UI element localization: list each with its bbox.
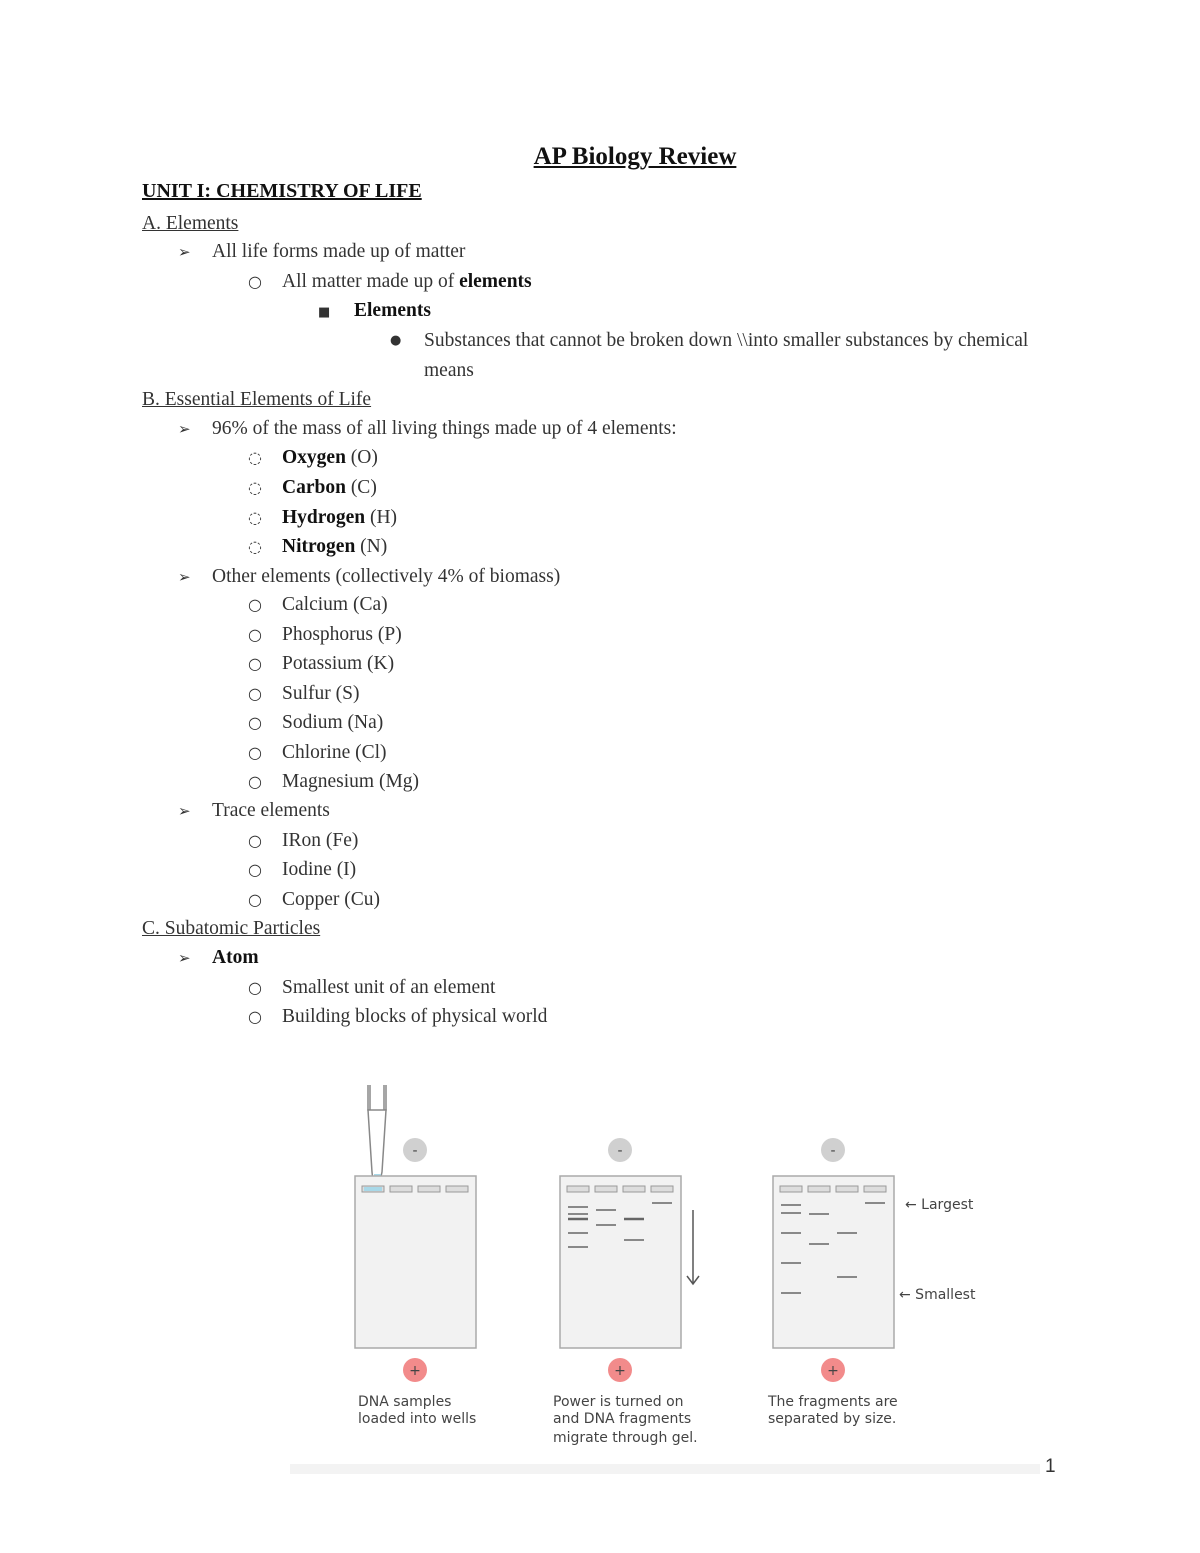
minus-label: - [412, 1143, 418, 1159]
arrow-bullet-icon: ➢ [178, 949, 191, 967]
arrow-bullet-icon: ➢ [178, 802, 191, 820]
dotted-circle-icon: ◌ [248, 448, 262, 467]
dot-bullet-icon: ● [390, 333, 402, 348]
minus-label: - [830, 1143, 836, 1159]
list-item: ○ Calcium (Ca) [248, 594, 388, 615]
list-item: ○ Building blocks of physical world [248, 1006, 548, 1027]
minus-label: - [617, 1143, 623, 1159]
list-item: ○ IRon (Fe) [248, 830, 359, 851]
list-item: ○ Potassium (K) [248, 653, 395, 674]
gel-electrophoresis-figure [290, 1080, 1050, 1480]
page-number: 1 [1045, 1456, 1056, 1477]
list-item: ○ Sodium (Na) [248, 712, 384, 733]
plus-label: + [409, 1363, 421, 1379]
list-item: ○ Magnesium (Mg) [248, 771, 420, 792]
list-item: ◌ Hydrogen (H) [248, 507, 398, 528]
list-item: ○ Chlorine (Cl) [248, 742, 387, 763]
plus-label: + [827, 1363, 839, 1379]
dotted-circle-icon: ◌ [248, 478, 262, 497]
list-item: ○ Copper (Cu) [248, 889, 381, 910]
caption-line: The fragments are [768, 1394, 898, 1410]
arrow-bullet-icon: ➢ [178, 243, 191, 261]
caption-line: Power is turned on [553, 1394, 684, 1410]
circle-bullet-icon: ○ [248, 890, 262, 909]
document-title: AP Biology Review [533, 143, 737, 170]
caption-line: DNA samples [358, 1394, 452, 1410]
section-c-heading: C. Subatomic Particles [142, 918, 321, 939]
list-item: ○ Sulfur (S) [248, 683, 360, 704]
smallest-label: ← Smallest [899, 1287, 976, 1303]
unit-heading: UNIT I: CHEMISTRY OF LIFE [142, 180, 422, 202]
gel-panel-1 [355, 1138, 476, 1427]
circle-bullet-icon: ○ [248, 978, 262, 997]
list-item: ○ Iodine (I) [248, 859, 357, 880]
circle-bullet-icon: ○ [248, 713, 262, 732]
circle-bullet-icon: ○ [248, 272, 262, 291]
gel-panel-3 [767, 1138, 976, 1427]
section-b-heading: B. Essential Elements of Life [142, 389, 372, 410]
dotted-circle-icon: ◌ [248, 537, 262, 556]
list-item: ■ Elements [318, 299, 431, 325]
circle-bullet-icon: ○ [248, 1007, 262, 1026]
list-item: ➢ Other elements (collectively 4% of biomass) [178, 566, 561, 587]
circle-bullet-icon: ○ [248, 772, 262, 791]
down-arrow-icon [687, 1210, 699, 1284]
caption-line: separated by size. [768, 1411, 897, 1427]
list-item: ➢ Trace elements [178, 800, 330, 821]
list-item: ○ Smallest unit of an element [248, 977, 496, 998]
circle-bullet-icon: ○ [248, 831, 262, 850]
square-bullet-icon: ■ [318, 305, 331, 320]
gel-panel-2 [553, 1138, 699, 1446]
list-item: ◌ Nitrogen (N) [248, 536, 388, 557]
circle-bullet-icon: ○ [248, 595, 262, 614]
circle-bullet-icon: ○ [248, 743, 262, 762]
footer-divider [290, 1464, 1040, 1474]
caption-line: loaded into wells [358, 1411, 477, 1427]
section-a-heading: A. Elements [142, 213, 239, 234]
caption-line: migrate through gel. [553, 1430, 698, 1446]
list-item: ➢ All life forms made up of matter [178, 241, 466, 262]
circle-bullet-icon: ○ [248, 684, 262, 703]
list-item: ● Substances that cannot be broken down \\into smaller substances by chemical means [390, 329, 1064, 386]
list-item: ➢ 96% of the mass of all living things made up of 4 elements: [178, 418, 677, 439]
arrow-bullet-icon: ➢ [178, 568, 191, 586]
caption-line: and DNA fragments [553, 1411, 692, 1427]
pipette-icon [368, 1085, 386, 1190]
circle-bullet-icon: ○ [248, 860, 262, 879]
list-item: ○ All matter made up of elements [248, 271, 532, 292]
circle-bullet-icon: ○ [248, 625, 262, 644]
arrow-bullet-icon: ➢ [178, 420, 191, 438]
largest-label: ← Largest [905, 1197, 974, 1213]
plus-label: + [614, 1363, 626, 1379]
dotted-circle-icon: ◌ [248, 508, 262, 527]
list-item: ◌ Carbon (C) [248, 477, 377, 498]
list-item: ◌ Oxygen (O) [248, 447, 378, 468]
list-item: ○ Phosphorus (P) [248, 624, 402, 645]
circle-bullet-icon: ○ [248, 654, 262, 673]
list-item: ➢ Atom [178, 947, 259, 968]
